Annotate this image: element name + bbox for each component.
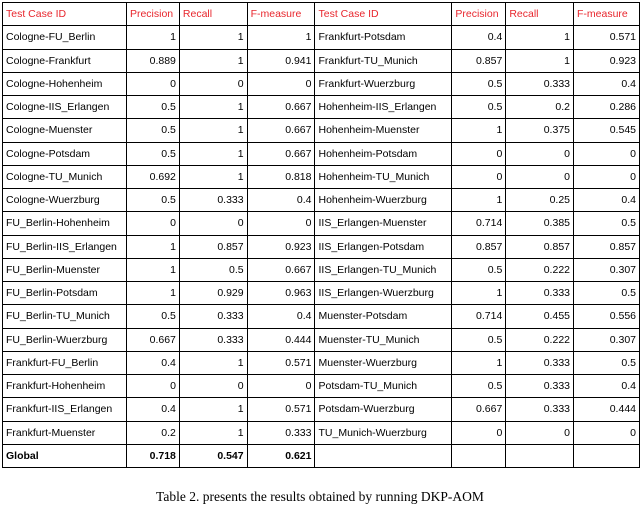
right-test-case-id-cell: IIS_Erlangen-Muenster (315, 212, 452, 235)
left-test-case-id-cell: Cologne-FU_Berlin (3, 26, 127, 49)
left-test-case-id-cell: Cologne-Frankfurt (3, 49, 127, 72)
left-f-measure-cell: 0.667 (247, 258, 315, 281)
left-test-case-id-cell: Cologne-IIS_Erlangen (3, 96, 127, 119)
right-test-case-id-cell: Hohenheim-Wuerzburg (315, 189, 452, 212)
right-test-case-id-cell: IIS_Erlangen-TU_Munich (315, 258, 452, 281)
left-test-case-id-cell: Cologne-Muenster (3, 119, 127, 142)
left-precision-cell: 0 (126, 375, 179, 398)
header-row (3, 3, 640, 26)
table-row (3, 189, 640, 212)
left-precision-cell: 0 (126, 72, 179, 95)
right-precision-cell: 0.5 (452, 258, 506, 281)
left-f-measure-cell: 0.941 (247, 49, 315, 72)
table-row (3, 305, 640, 328)
right-f-measure-cell: 0 (574, 165, 640, 188)
left-test-case-id-cell: FU_Berlin-TU_Munich (3, 305, 127, 328)
left-precision-cell: 1 (126, 235, 179, 258)
right-recall-cell: 0.25 (506, 189, 574, 212)
right-f-measure-cell: 0.545 (574, 119, 640, 142)
left-recall-cell: 1 (179, 119, 247, 142)
right-test-case-id-cell: Potsdam-Wuerzburg (315, 398, 452, 421)
right-recall-cell: 0.333 (506, 375, 574, 398)
right-f-measure-cell: 0.5 (574, 282, 640, 305)
right-test-case-id-cell: IIS_Erlangen-Wuerzburg (315, 282, 452, 305)
left-precision-cell: 0.5 (126, 305, 179, 328)
left-f-measure-cell: 0.667 (247, 119, 315, 142)
right-recall-cell (506, 444, 574, 467)
right-test-case-id-cell: Potsdam-TU_Munich (315, 375, 452, 398)
header-f-measure: F-measure (247, 3, 315, 26)
left-recall-cell: 0 (179, 212, 247, 235)
header-recall: Recall (179, 3, 247, 26)
right-precision-cell: 0 (452, 421, 506, 444)
right-f-measure-cell: 0.5 (574, 212, 640, 235)
left-test-case-id-cell: Cologne-Hohenheim (3, 72, 127, 95)
left-test-case-id-cell: FU_Berlin-Wuerzburg (3, 328, 127, 351)
right-recall-cell: 1 (506, 49, 574, 72)
right-test-case-id-cell: Muenster-Wuerzburg (315, 351, 452, 374)
results-table (2, 2, 640, 468)
right-precision-cell: 0.4 (452, 26, 506, 49)
left-precision-cell: 0.889 (126, 49, 179, 72)
left-f-measure-cell: 0.571 (247, 398, 315, 421)
left-test-case-id-cell: Frankfurt-Hohenheim (3, 375, 127, 398)
right-recall-cell: 0.2 (506, 96, 574, 119)
table-row (3, 421, 640, 444)
left-precision-cell: 0.5 (126, 142, 179, 165)
left-test-case-id-cell: Frankfurt-Muenster (3, 421, 127, 444)
table-row (3, 212, 640, 235)
left-recall-cell: 1 (179, 421, 247, 444)
left-recall-cell: 0 (179, 72, 247, 95)
right-f-measure-cell: 0 (574, 142, 640, 165)
right-test-case-id-cell: Muenster-Potsdam (315, 305, 452, 328)
right-f-measure-cell: 0.4 (574, 72, 640, 95)
left-precision-cell: 0.5 (126, 119, 179, 142)
table-row (3, 142, 640, 165)
left-recall-cell: 0 (179, 375, 247, 398)
right-precision-cell: 0.714 (452, 305, 506, 328)
header-precision-2: Precision (452, 3, 506, 26)
left-precision-cell: 0.667 (126, 328, 179, 351)
right-precision-cell: 0.5 (452, 375, 506, 398)
table-body (3, 26, 640, 468)
right-recall-cell: 0.375 (506, 119, 574, 142)
table-row (3, 235, 640, 258)
right-f-measure-cell: 0.444 (574, 398, 640, 421)
left-f-measure-cell: 0.444 (247, 328, 315, 351)
table-caption: Table 2. presents the results obtained by running DKP-AOM (156, 489, 484, 504)
right-test-case-id-cell: Hohenheim-TU_Munich (315, 165, 452, 188)
table-row (3, 282, 640, 305)
right-test-case-id-cell: IIS_Erlangen-Potsdam (315, 235, 452, 258)
right-recall-cell: 0.222 (506, 328, 574, 351)
right-f-measure-cell: 0.571 (574, 26, 640, 49)
right-test-case-id-cell: Hohenheim-IIS_Erlangen (315, 96, 452, 119)
left-recall-cell: 1 (179, 26, 247, 49)
header-test-case-id: Test Case ID (3, 3, 127, 26)
header-test-case-id-2: Test Case ID (315, 3, 452, 26)
left-recall-cell: 1 (179, 398, 247, 421)
left-precision-cell: 1 (126, 258, 179, 281)
left-recall-cell: 1 (179, 49, 247, 72)
left-f-measure-cell: 0.621 (247, 444, 315, 467)
right-recall-cell: 0.333 (506, 351, 574, 374)
right-f-measure-cell: 0.307 (574, 328, 640, 351)
right-recall-cell: 0.385 (506, 212, 574, 235)
right-test-case-id-cell (315, 444, 452, 467)
right-precision-cell: 1 (452, 351, 506, 374)
right-precision-cell: 0.5 (452, 328, 506, 351)
right-f-measure-cell: 0.5 (574, 351, 640, 374)
right-precision-cell: 0.714 (452, 212, 506, 235)
right-recall-cell: 0 (506, 421, 574, 444)
right-precision-cell: 0 (452, 165, 506, 188)
left-recall-cell: 1 (179, 165, 247, 188)
header-recall-2: Recall (506, 3, 574, 26)
left-precision-cell: 0.4 (126, 398, 179, 421)
right-test-case-id-cell: Frankfurt-Wuerzburg (315, 72, 452, 95)
right-test-case-id-cell: Hohenheim-Potsdam (315, 142, 452, 165)
table-row (3, 328, 640, 351)
table-row (3, 398, 640, 421)
right-test-case-id-cell: Frankfurt-TU_Munich (315, 49, 452, 72)
header-f-measure-2: F-measure (574, 3, 640, 26)
left-f-measure-cell: 0 (247, 72, 315, 95)
right-f-measure-cell: 0.923 (574, 49, 640, 72)
left-recall-cell: 0.857 (179, 235, 247, 258)
left-f-measure-cell: 0.4 (247, 189, 315, 212)
table-row (3, 375, 640, 398)
table-row (3, 72, 640, 95)
right-precision-cell: 0.5 (452, 96, 506, 119)
left-test-case-id-cell: FU_Berlin-IIS_Erlangen (3, 235, 127, 258)
left-f-measure-cell: 0.333 (247, 421, 315, 444)
left-recall-cell: 0.5 (179, 258, 247, 281)
left-test-case-id-cell: Global (3, 444, 127, 467)
left-precision-cell: 0.692 (126, 165, 179, 188)
left-test-case-id-cell: Frankfurt-IIS_Erlangen (3, 398, 127, 421)
right-recall-cell: 0.333 (506, 398, 574, 421)
right-precision-cell: 0.667 (452, 398, 506, 421)
right-recall-cell: 1 (506, 26, 574, 49)
right-precision-cell (452, 444, 506, 467)
left-test-case-id-cell: FU_Berlin-Potsdam (3, 282, 127, 305)
right-test-case-id-cell: Hohenheim-Muenster (315, 119, 452, 142)
right-precision-cell: 0.857 (452, 49, 506, 72)
left-f-measure-cell: 1 (247, 26, 315, 49)
left-f-measure-cell: 0.667 (247, 96, 315, 119)
right-precision-cell: 1 (452, 282, 506, 305)
right-f-measure-cell: 0 (574, 421, 640, 444)
right-recall-cell: 0.333 (506, 72, 574, 95)
left-f-measure-cell: 0 (247, 212, 315, 235)
left-precision-cell: 0 (126, 212, 179, 235)
left-recall-cell: 0.333 (179, 328, 247, 351)
left-recall-cell: 0.333 (179, 305, 247, 328)
right-test-case-id-cell: Muenster-TU_Munich (315, 328, 452, 351)
table-row (3, 26, 640, 49)
right-f-measure-cell: 0.4 (574, 375, 640, 398)
left-test-case-id-cell: Cologne-Wuerzburg (3, 189, 127, 212)
left-test-case-id-cell: Cologne-TU_Munich (3, 165, 127, 188)
right-precision-cell: 1 (452, 189, 506, 212)
left-precision-cell: 0.4 (126, 351, 179, 374)
left-precision-cell: 0.2 (126, 421, 179, 444)
left-test-case-id-cell: Frankfurt-FU_Berlin (3, 351, 127, 374)
right-f-measure-cell: 0.4 (574, 189, 640, 212)
right-recall-cell: 0.455 (506, 305, 574, 328)
table-row (3, 165, 640, 188)
left-f-measure-cell: 0.818 (247, 165, 315, 188)
right-test-case-id-cell: Frankfurt-Potsdam (315, 26, 452, 49)
right-f-measure-cell (574, 444, 640, 467)
left-f-measure-cell: 0.667 (247, 142, 315, 165)
left-f-measure-cell: 0.4 (247, 305, 315, 328)
left-precision-cell: 1 (126, 26, 179, 49)
right-precision-cell: 1 (452, 119, 506, 142)
right-precision-cell: 0.857 (452, 235, 506, 258)
right-f-measure-cell: 0.556 (574, 305, 640, 328)
left-recall-cell: 0.547 (179, 444, 247, 467)
right-recall-cell: 0 (506, 142, 574, 165)
left-test-case-id-cell: FU_Berlin-Hohenheim (3, 212, 127, 235)
left-recall-cell: 1 (179, 96, 247, 119)
left-f-measure-cell: 0 (247, 375, 315, 398)
left-precision-cell: 0.5 (126, 189, 179, 212)
right-f-measure-cell: 0.857 (574, 235, 640, 258)
right-precision-cell: 0 (452, 142, 506, 165)
left-precision-cell: 1 (126, 282, 179, 305)
left-recall-cell: 1 (179, 142, 247, 165)
right-recall-cell: 0.857 (506, 235, 574, 258)
right-test-case-id-cell: TU_Munich-Wuerzburg (315, 421, 452, 444)
right-f-measure-cell: 0.307 (574, 258, 640, 281)
left-recall-cell: 0.929 (179, 282, 247, 305)
left-f-measure-cell: 0.571 (247, 351, 315, 374)
table-row (3, 119, 640, 142)
right-recall-cell: 0.333 (506, 282, 574, 305)
table-row (3, 49, 640, 72)
right-precision-cell: 0.5 (452, 72, 506, 95)
right-recall-cell: 0.222 (506, 258, 574, 281)
left-test-case-id-cell: FU_Berlin-Muenster (3, 258, 127, 281)
left-recall-cell: 1 (179, 351, 247, 374)
table-row (3, 444, 640, 467)
left-precision-cell: 0.718 (126, 444, 179, 467)
left-f-measure-cell: 0.963 (247, 282, 315, 305)
left-test-case-id-cell: Cologne-Potsdam (3, 142, 127, 165)
right-recall-cell: 0 (506, 165, 574, 188)
left-precision-cell: 0.5 (126, 96, 179, 119)
table-row (3, 351, 640, 374)
header-precision: Precision (126, 3, 179, 26)
table-row (3, 258, 640, 281)
left-f-measure-cell: 0.923 (247, 235, 315, 258)
right-f-measure-cell: 0.286 (574, 96, 640, 119)
left-recall-cell: 0.333 (179, 189, 247, 212)
table-row (3, 96, 640, 119)
